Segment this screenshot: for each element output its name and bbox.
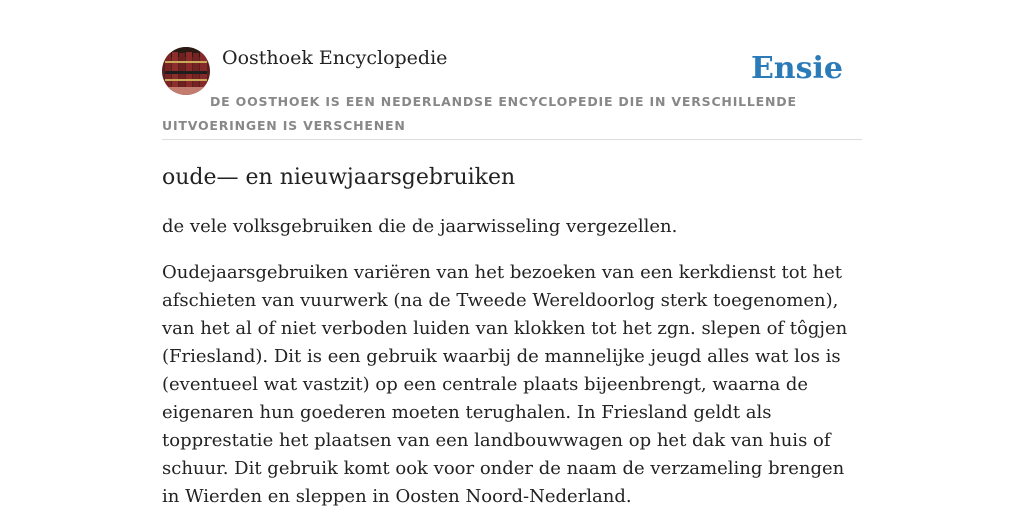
entry-body: Oudejaarsgebruiken variëren van het bezoeken van een kerkdienst tot het afschieten van vuurwerk (na de Tweede Wereldoorlog sterk toegenomen), van het al of niet verboden luiden van klokken tot het zgn. slepen of tôgjen (Friesland). Dit is een gebruik waarbij de mannelijke jeugd alles wat los is (eventueel wat vastzit) op een centrale plaats bijeenbrengt, waarna de eigenaren hun goederen moeten terughalen. In Friesland geldt als topprestatie het plaatsen van een landbouwwagen op het dak van huis of schuur. Dit gebruik komt ook voor onder de naam de verzameling brengen in Wierden en sleppen in Oosten Noord-Nederland. xyxy=(162,262,848,507)
entry-definition: de vele volksgebruiken die de jaarwisseling vergezellen. xyxy=(162,216,678,237)
source-title[interactable]: Oosthoek Encyclopedie xyxy=(222,47,448,69)
source-tagline: DE OOSTHOEK IS EEN NEDERLANDSE ENCYCLOPEDIE DIE IN VERSCHILLENDE UITVOERINGEN IS VERSCHENEN xyxy=(162,94,797,133)
encyclopedia-books-icon[interactable] xyxy=(162,47,210,95)
brand-logo[interactable]: Ensie xyxy=(750,51,843,86)
source-header xyxy=(162,44,862,140)
article xyxy=(162,162,862,511)
entry-title: oude— en nieuwjaarsgebruiken xyxy=(162,165,516,190)
